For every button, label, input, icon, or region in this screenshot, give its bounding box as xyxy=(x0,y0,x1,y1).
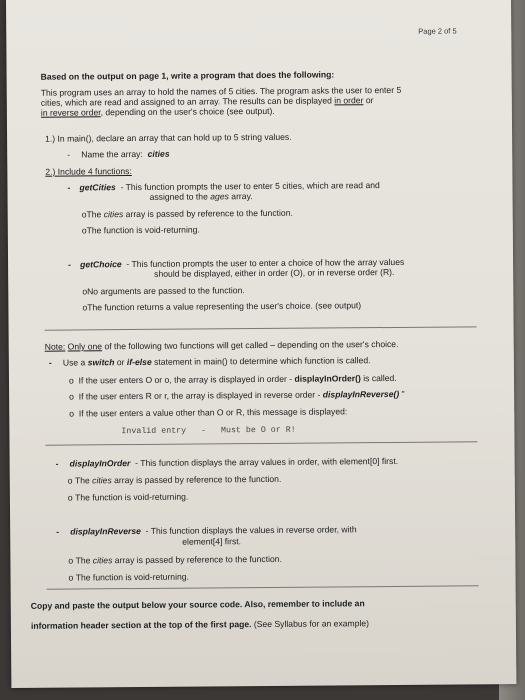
displayinreverse-bullet-2: o The function is void-returning. xyxy=(68,571,189,583)
intro-line-2: cities, which are read and assigned to an array. The results can be displayed in order or xyxy=(40,95,374,108)
intro-line-1: This program uses an array to hold the names of 5 cities. The program asks the user to enter 5 xyxy=(40,84,402,98)
dash-displayinreverse: - xyxy=(56,526,60,537)
displayinorder-bullet-1: o The cities array is passed by reference to the function. xyxy=(67,473,282,486)
intro-line-3: in reverse order, depending on the user's choice (see output). xyxy=(40,105,275,118)
item-2: 2.) Include 4 functions: xyxy=(45,166,132,177)
dash-getcities: - xyxy=(67,182,71,193)
divider-2 xyxy=(45,441,477,445)
use-switch-line: Use a switch or if-else statement in main() to determine which function is called. xyxy=(62,355,371,368)
displayinorder-bullet-2: o The function is void-returning. xyxy=(67,491,189,503)
note-bullet-1: o If the user enters O or o, the array is displayed in order - displayInOrder() is called. xyxy=(68,372,397,386)
footer-line-1: Copy and paste the output below your source code. Also, remember to include an xyxy=(30,598,365,611)
displayinorder-line: displayInOrder - This function displays the array values in order, with element[0] first. xyxy=(69,455,399,469)
heading: Based on the output on page 1, write a program that does the following: xyxy=(40,69,335,82)
array-name-line: Name the array: cities xyxy=(81,148,170,160)
getchoice-line: getChoice - This function prompts the user to enter a choice of how the array values xyxy=(80,256,405,270)
note-bullet-3: o If the user enters a value other than O or R, this message is displayed: xyxy=(69,406,348,419)
note-bullet-2: o If the user enters R or r, the array is displayed in reverse order - displayInReverse() " xyxy=(69,388,405,402)
getchoice-line-2: should be displayed, either in order (O), or in reverse order (R). xyxy=(154,266,395,279)
page-number: Page 2 of 5 xyxy=(418,26,457,36)
document-page xyxy=(6,0,516,688)
getcities-line: getCities - This function prompts the user to enter 5 cities, which are read and xyxy=(79,180,380,193)
displayinreverse-line-2: element[4] first. xyxy=(182,536,242,547)
item-1-dash: - xyxy=(67,149,71,160)
dash-getchoice: - xyxy=(68,259,71,270)
getcities-line-2: assigned to the ages array. xyxy=(149,191,253,202)
displayinreverse-bullet-1: o The cities array is passed by reference to the function. xyxy=(68,553,282,566)
getchoice-bullet-2: oThe function returns a value representing the user's choice. (see output) xyxy=(82,300,362,313)
divider-1 xyxy=(45,326,477,330)
getcities-bullet-1: oThe cities array is passed by reference to the function. xyxy=(81,207,293,220)
dash-use: - xyxy=(48,357,52,368)
error-message: Invalid entry - Must be O or R! xyxy=(121,425,296,437)
getcities-bullet-2: oThe function is void-returning. xyxy=(81,224,200,236)
item-1: 1.) In main(), declare an array that can hold up to 5 string values. xyxy=(45,131,292,144)
displayinreverse-line: displayInReverse - This function displays the values in reverse order, with xyxy=(70,524,357,537)
getchoice-bullet-1: oNo arguments are passed to the function. xyxy=(82,285,245,297)
dash-displayinorder: - xyxy=(55,458,59,469)
footer-line-2: information header section at the top of the first page. (See Syllabus for an example) xyxy=(30,618,370,631)
divider-3 xyxy=(47,585,479,589)
note-line: Note: Only one of the following two functions will get called – depending on the user's choice. xyxy=(44,338,399,352)
